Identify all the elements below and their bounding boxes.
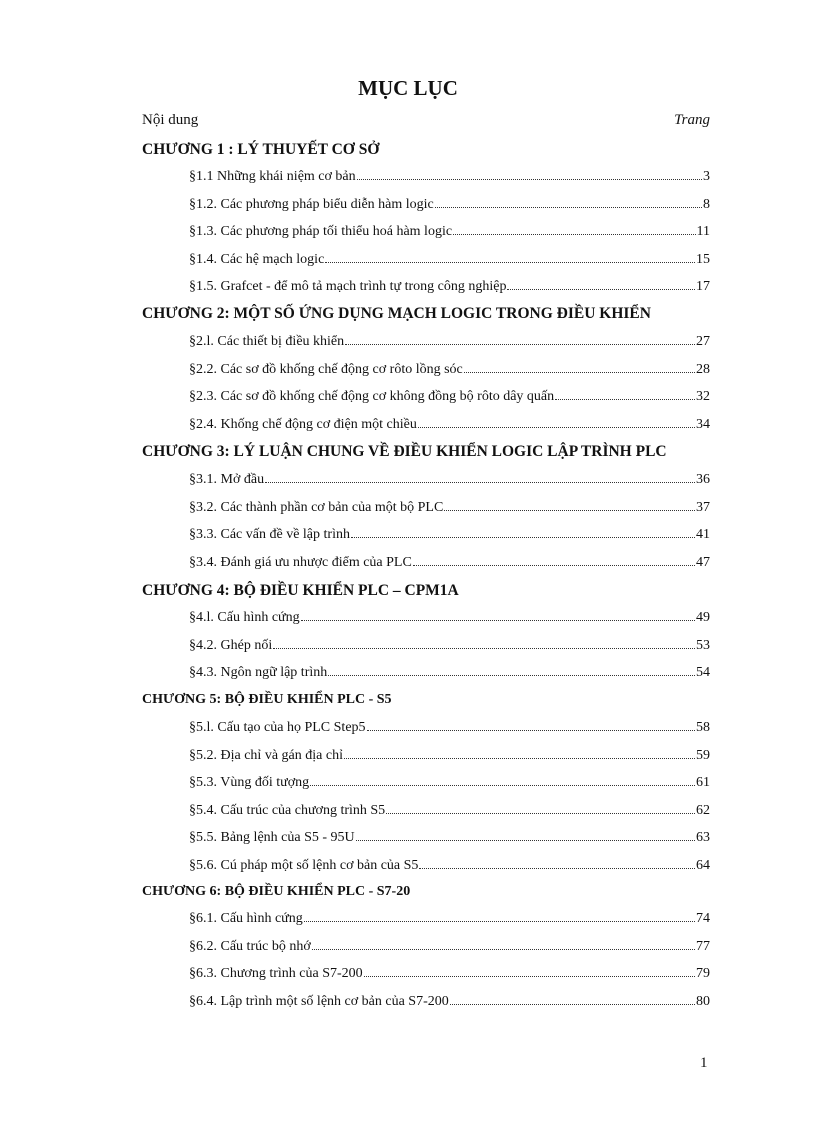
- section-title: §3.2. Các thành phần cơ bản của một bộ PLC: [189, 500, 444, 515]
- section-page: 37: [696, 500, 710, 515]
- chapter-heading: CHƯƠNG 6: BỘ ĐIỀU KHIỂN PLC - S7-20: [142, 884, 411, 899]
- section-page: 77: [696, 939, 710, 954]
- section-title: §6.1. Cấu hình cứng: [189, 911, 303, 926]
- toc-entry: [189, 908, 710, 926]
- toc-entry: [189, 662, 710, 680]
- toc-entry: [189, 745, 710, 763]
- toc-entry: [189, 221, 710, 239]
- section-page: 54: [696, 665, 710, 680]
- section-title: §1.3. Các phương pháp tối thiểu hoá hàm logic: [189, 224, 453, 239]
- section-page: 11: [696, 224, 710, 239]
- section-page: 79: [696, 966, 710, 981]
- section-page: 36: [696, 472, 710, 487]
- dot-leader: [507, 276, 695, 290]
- section-page: 53: [696, 638, 710, 653]
- chapter-heading: CHƯƠNG 4: BỘ ĐIỀU KHIỂN PLC – CPM1A: [142, 582, 459, 599]
- section-title: §4.3. Ngôn ngữ lập trình: [189, 665, 328, 680]
- content-label: Nội dung: [142, 112, 199, 128]
- section-title: §5.3. Vùng đối tượng: [189, 775, 310, 790]
- chapter-heading: CHƯƠNG 2: MỘT SỐ ỨNG DỤNG MẠCH LOGIC TRONG ĐIỀU KHIỂN: [142, 305, 651, 322]
- dot-leader: [444, 497, 695, 511]
- dot-leader: [351, 524, 695, 538]
- dot-leader: [312, 936, 695, 950]
- toc-entry: [189, 331, 710, 349]
- section-page: 59: [696, 748, 710, 763]
- section-title: §1.1 Những khái niệm cơ bản: [189, 169, 356, 184]
- section-title: §1.4. Các hệ mạch logic: [189, 252, 325, 267]
- toc-entry: [189, 963, 710, 981]
- toc-entry: [189, 249, 710, 267]
- toc-entry: [189, 166, 710, 184]
- section-title: §5.l. Cấu tạo của họ PLC Step5: [189, 720, 366, 735]
- section-page: 47: [696, 555, 710, 570]
- dot-leader: [364, 963, 695, 977]
- toc-entry: [189, 772, 710, 790]
- toc-entry: [189, 552, 710, 570]
- section-title: §3.4. Đánh giá ưu nhược điểm của PLC: [189, 555, 412, 570]
- toc-entry: [189, 524, 710, 542]
- section-title: §1.2. Các phương pháp biểu diễn hàm logic: [189, 197, 434, 212]
- toc-entry: [189, 414, 710, 432]
- toc-entry: [189, 386, 710, 404]
- dot-leader: [356, 827, 695, 841]
- section-title: §2.2. Các sơ đồ khống chế động cơ rôto lồng sóc: [189, 362, 463, 377]
- dot-leader: [386, 800, 695, 814]
- section-page: 15: [696, 252, 710, 267]
- dot-leader: [464, 359, 695, 373]
- toc-entry: [189, 827, 710, 845]
- section-title: §4.2. Ghép nối: [189, 638, 273, 653]
- toc-entry: [189, 635, 710, 653]
- section-page: 32: [696, 389, 710, 404]
- dot-leader: [273, 635, 695, 649]
- dot-leader: [450, 991, 695, 1005]
- toc-entry: [189, 497, 710, 515]
- page-title: MỤC LỤC: [358, 76, 458, 100]
- dot-leader: [325, 249, 695, 263]
- toc-entry: [189, 717, 710, 735]
- section-page: 34: [696, 417, 710, 432]
- section-page: 61: [696, 775, 710, 790]
- section-title: §5.2. Địa chỉ và gán địa chỉ: [189, 748, 343, 763]
- section-title: §2.l. Các thiết bị điều khiển: [189, 334, 345, 349]
- section-page: 8: [703, 197, 710, 212]
- section-page: 28: [696, 362, 710, 377]
- section-title: §3.3. Các vấn đề về lập trình: [189, 527, 350, 542]
- dot-leader: [419, 855, 695, 869]
- section-page: 17: [696, 279, 710, 294]
- dot-leader: [345, 331, 695, 345]
- dot-leader: [555, 386, 695, 400]
- section-page: 41: [696, 527, 710, 542]
- toc-entry: [189, 359, 710, 377]
- dot-leader: [265, 469, 695, 483]
- toc-entry: [189, 936, 710, 954]
- toc-entry: [189, 800, 710, 818]
- dot-leader: [413, 552, 695, 566]
- dot-leader: [328, 662, 695, 676]
- section-page: 63: [696, 830, 710, 845]
- toc-entry: [189, 607, 710, 625]
- section-title: §6.3. Chương trình của S7-200: [189, 966, 363, 981]
- section-title: §5.4. Cấu trúc của chương trình S5: [189, 803, 386, 818]
- page-number: 1: [700, 1055, 708, 1071]
- dot-leader: [304, 908, 695, 922]
- section-title: §2.3. Các sơ đồ khống chế động cơ không đồng bộ rôto dây quấn: [189, 389, 555, 404]
- section-title: §5.6. Cú pháp một số lệnh cơ bản của S5: [189, 858, 419, 873]
- chapter-heading: CHƯƠNG 1 : LÝ THUYẾT CƠ SỞ: [142, 141, 380, 158]
- section-title: §1.5. Grafcet - để mô tả mạch trình tự trong công nghiệp: [189, 279, 507, 294]
- section-title: §6.2. Cấu trúc bộ nhớ: [189, 939, 311, 954]
- toc-entry: [189, 276, 710, 294]
- section-title: §5.5. Bảng lệnh của S5 - 95U: [189, 830, 355, 845]
- dot-leader: [310, 772, 695, 786]
- dot-leader: [301, 607, 695, 621]
- chapter-heading: CHƯƠNG 3: LÝ LUẬN CHUNG VỀ ĐIỀU KHIỂN LOGIC LẬP TRÌNH PLC: [142, 443, 667, 460]
- chapter-heading: CHƯƠNG 5: BỘ ĐIỀU KHIỂN PLC - S5: [142, 692, 392, 707]
- section-page: 64: [696, 858, 710, 873]
- toc-entry: [189, 469, 710, 487]
- section-page: 80: [696, 994, 710, 1009]
- page-label: Trang: [674, 112, 710, 128]
- section-title: §6.4. Lập trình một số lệnh cơ bản của S7-200: [189, 994, 449, 1009]
- dot-leader: [418, 414, 695, 428]
- dot-leader: [357, 166, 702, 180]
- section-title: §4.l. Cấu hình cứng: [189, 610, 300, 625]
- toc-entry: [189, 991, 710, 1009]
- toc-entry: [189, 194, 710, 212]
- section-page: 3: [703, 169, 710, 184]
- dot-leader: [453, 221, 695, 235]
- section-title: §2.4. Khống chế động cơ điện một chiều: [189, 417, 417, 432]
- section-page: 27: [696, 334, 710, 349]
- dot-leader: [344, 745, 695, 759]
- toc-entry: [189, 855, 710, 873]
- section-title: §3.1. Mở đầu: [189, 472, 265, 487]
- section-page: 58: [696, 720, 710, 735]
- section-page: 62: [696, 803, 710, 818]
- section-page: 74: [696, 911, 710, 926]
- section-page: 49: [696, 610, 710, 625]
- dot-leader: [367, 717, 695, 731]
- dot-leader: [435, 194, 702, 208]
